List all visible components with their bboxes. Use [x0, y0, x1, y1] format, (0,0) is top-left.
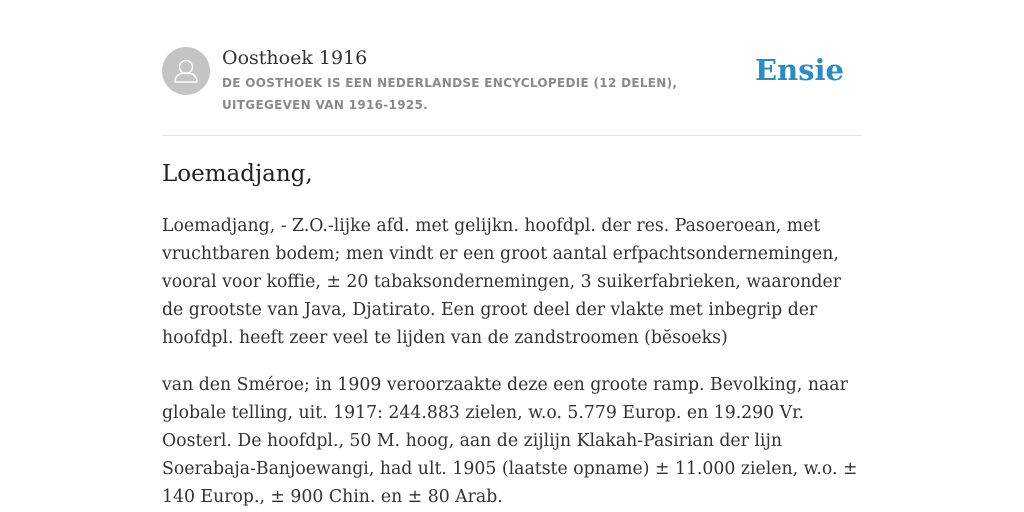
article-paragraph: Loemadjang, - Z.O.-lijke afd. met gelijkn. hoofdpl. der res. Pasoeroean, met vruchtbaren bodem; men vindt er een groot aantal erfpachtsondernemingen, vooral voor koffie, ± 20 tabaksondernemingen, 3 suikerfabrieken, waaronder de grootste van Java, Djatirato. Een groot deel der vlakte met inbegrip der hoofdpl. heeft zeer veel te lijden van de zandstroomen (bĕsoeks) [162, 216, 841, 348]
source-header [162, 46, 862, 116]
article-paragraph: van den Sméroe; in 1909 veroorzaakte deze een groote ramp. Bevolking, naar globale telling, uit. 1917: 244.883 zielen, w.o. 5.779 Europ. en 19.290 Vr. Oosterl. De hoofdpl., 50 M. hoog, aan de zijlijn Klakah-Pasirian der lijn Soerabaja-Banjoewangi, had ult. 1905 (laatste opname) ± 11.000 zielen, w.o. ± 140 Europ., ± 900 Chin. en ± 80 Arab. [162, 375, 858, 507]
brand-logo[interactable]: Ensie [755, 53, 844, 87]
source-description: DE OOSTHOEK IS EEN NEDERLANDSE ENCYCLOPEDIE (12 DELEN), UITGEGEVEN VAN 1916-1925. [222, 76, 678, 112]
source-title[interactable]: Oosthoek 1916 [222, 47, 368, 69]
article-body [162, 212, 862, 512]
article-title: Loemadjang, [162, 161, 313, 187]
header-divider [162, 135, 862, 136]
user-avatar-icon[interactable] [162, 47, 210, 95]
